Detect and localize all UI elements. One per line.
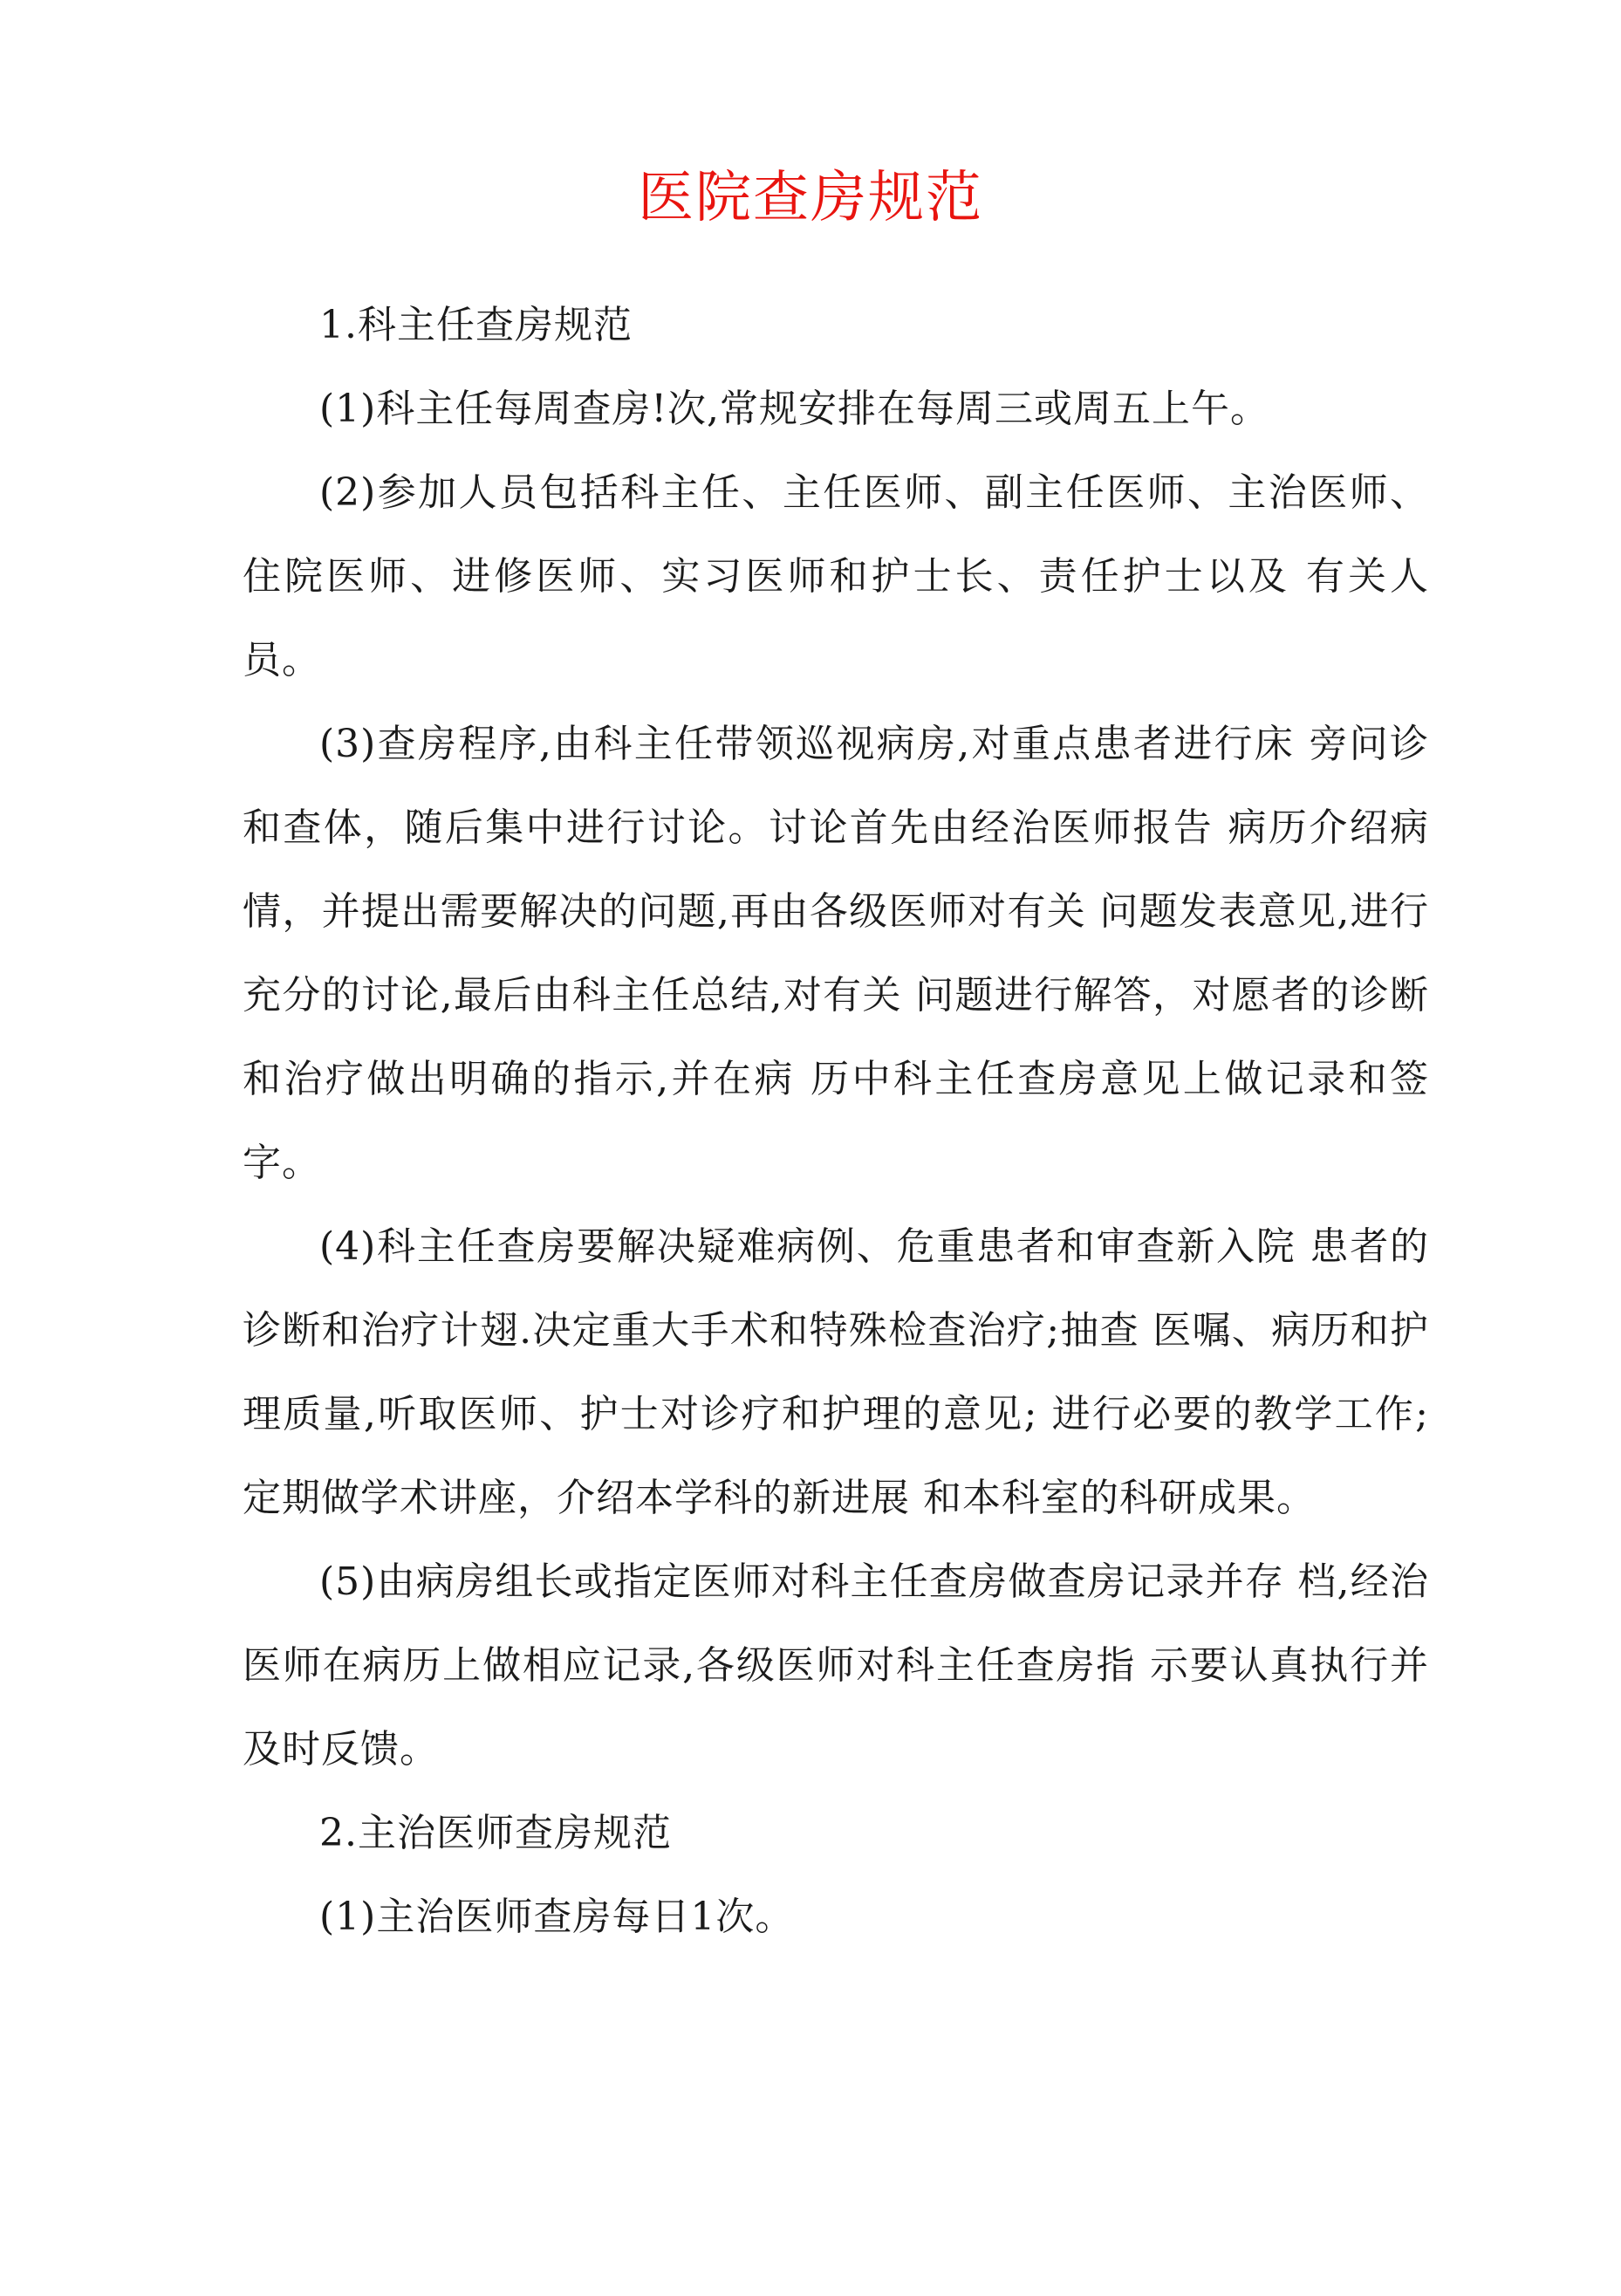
- paragraph-1-5: (5)由病房组长或指定医师对科主任查房做查房记录并存 档,经治医师在病历上做相应记录,各级医师对科主任查房指 示要认真执行并及时反馈。: [243, 1559, 1429, 1772]
- document-body: [243, 284, 1429, 1959]
- section-heading-1: 1.科主任查房规范: [319, 303, 633, 347]
- paragraph-1-4: (4)科主任查房要解决疑难病例、危重患者和审查新入院 患者的诊断和治疗计翅.决定重大手术和特殊检查治疗;抽查 医嘱、病历和护理质量,听取医师、护士对诊疗和护理的意见; 进行必要的教学工作;定期做学术讲座，介绍本学科的新进展 和本科室的科研成果。: [243, 1224, 1429, 1520]
- document-title: 医院查房规范: [638, 166, 983, 230]
- paragraph-2-1: (1)主治医师查房每日1次。: [319, 1895, 795, 1939]
- paragraph-1-3: (3)查房程序,由科主任带领巡视病房,对重点患者进行床 旁问诊和查体，随后集中进行讨论。讨论首先由经治医师报告 病历介绍病情，并提出需要解决的问题,再由各级医师对有关 问题发表意见,进行充分的讨论,最后由科主任总结,对有关 问题进行解答，对愿者的诊断和治疗做出明确的指示,并在病 历中科主任查房意见上做记录和签字。: [243, 722, 1429, 1185]
- section-heading-2: 2.主治医师查房规范: [319, 1811, 672, 1855]
- paragraph-1-1: (1)科主任每周查房!次,常规安排在每周三或周五上午。: [319, 387, 1269, 431]
- paragraph-1-2: (2)参加人员包括科主任、主任医师、副主任医师、主治医师、住院医师、进修医师、实习医师和护士长、责任护士以及 有关人员。: [243, 470, 1429, 682]
